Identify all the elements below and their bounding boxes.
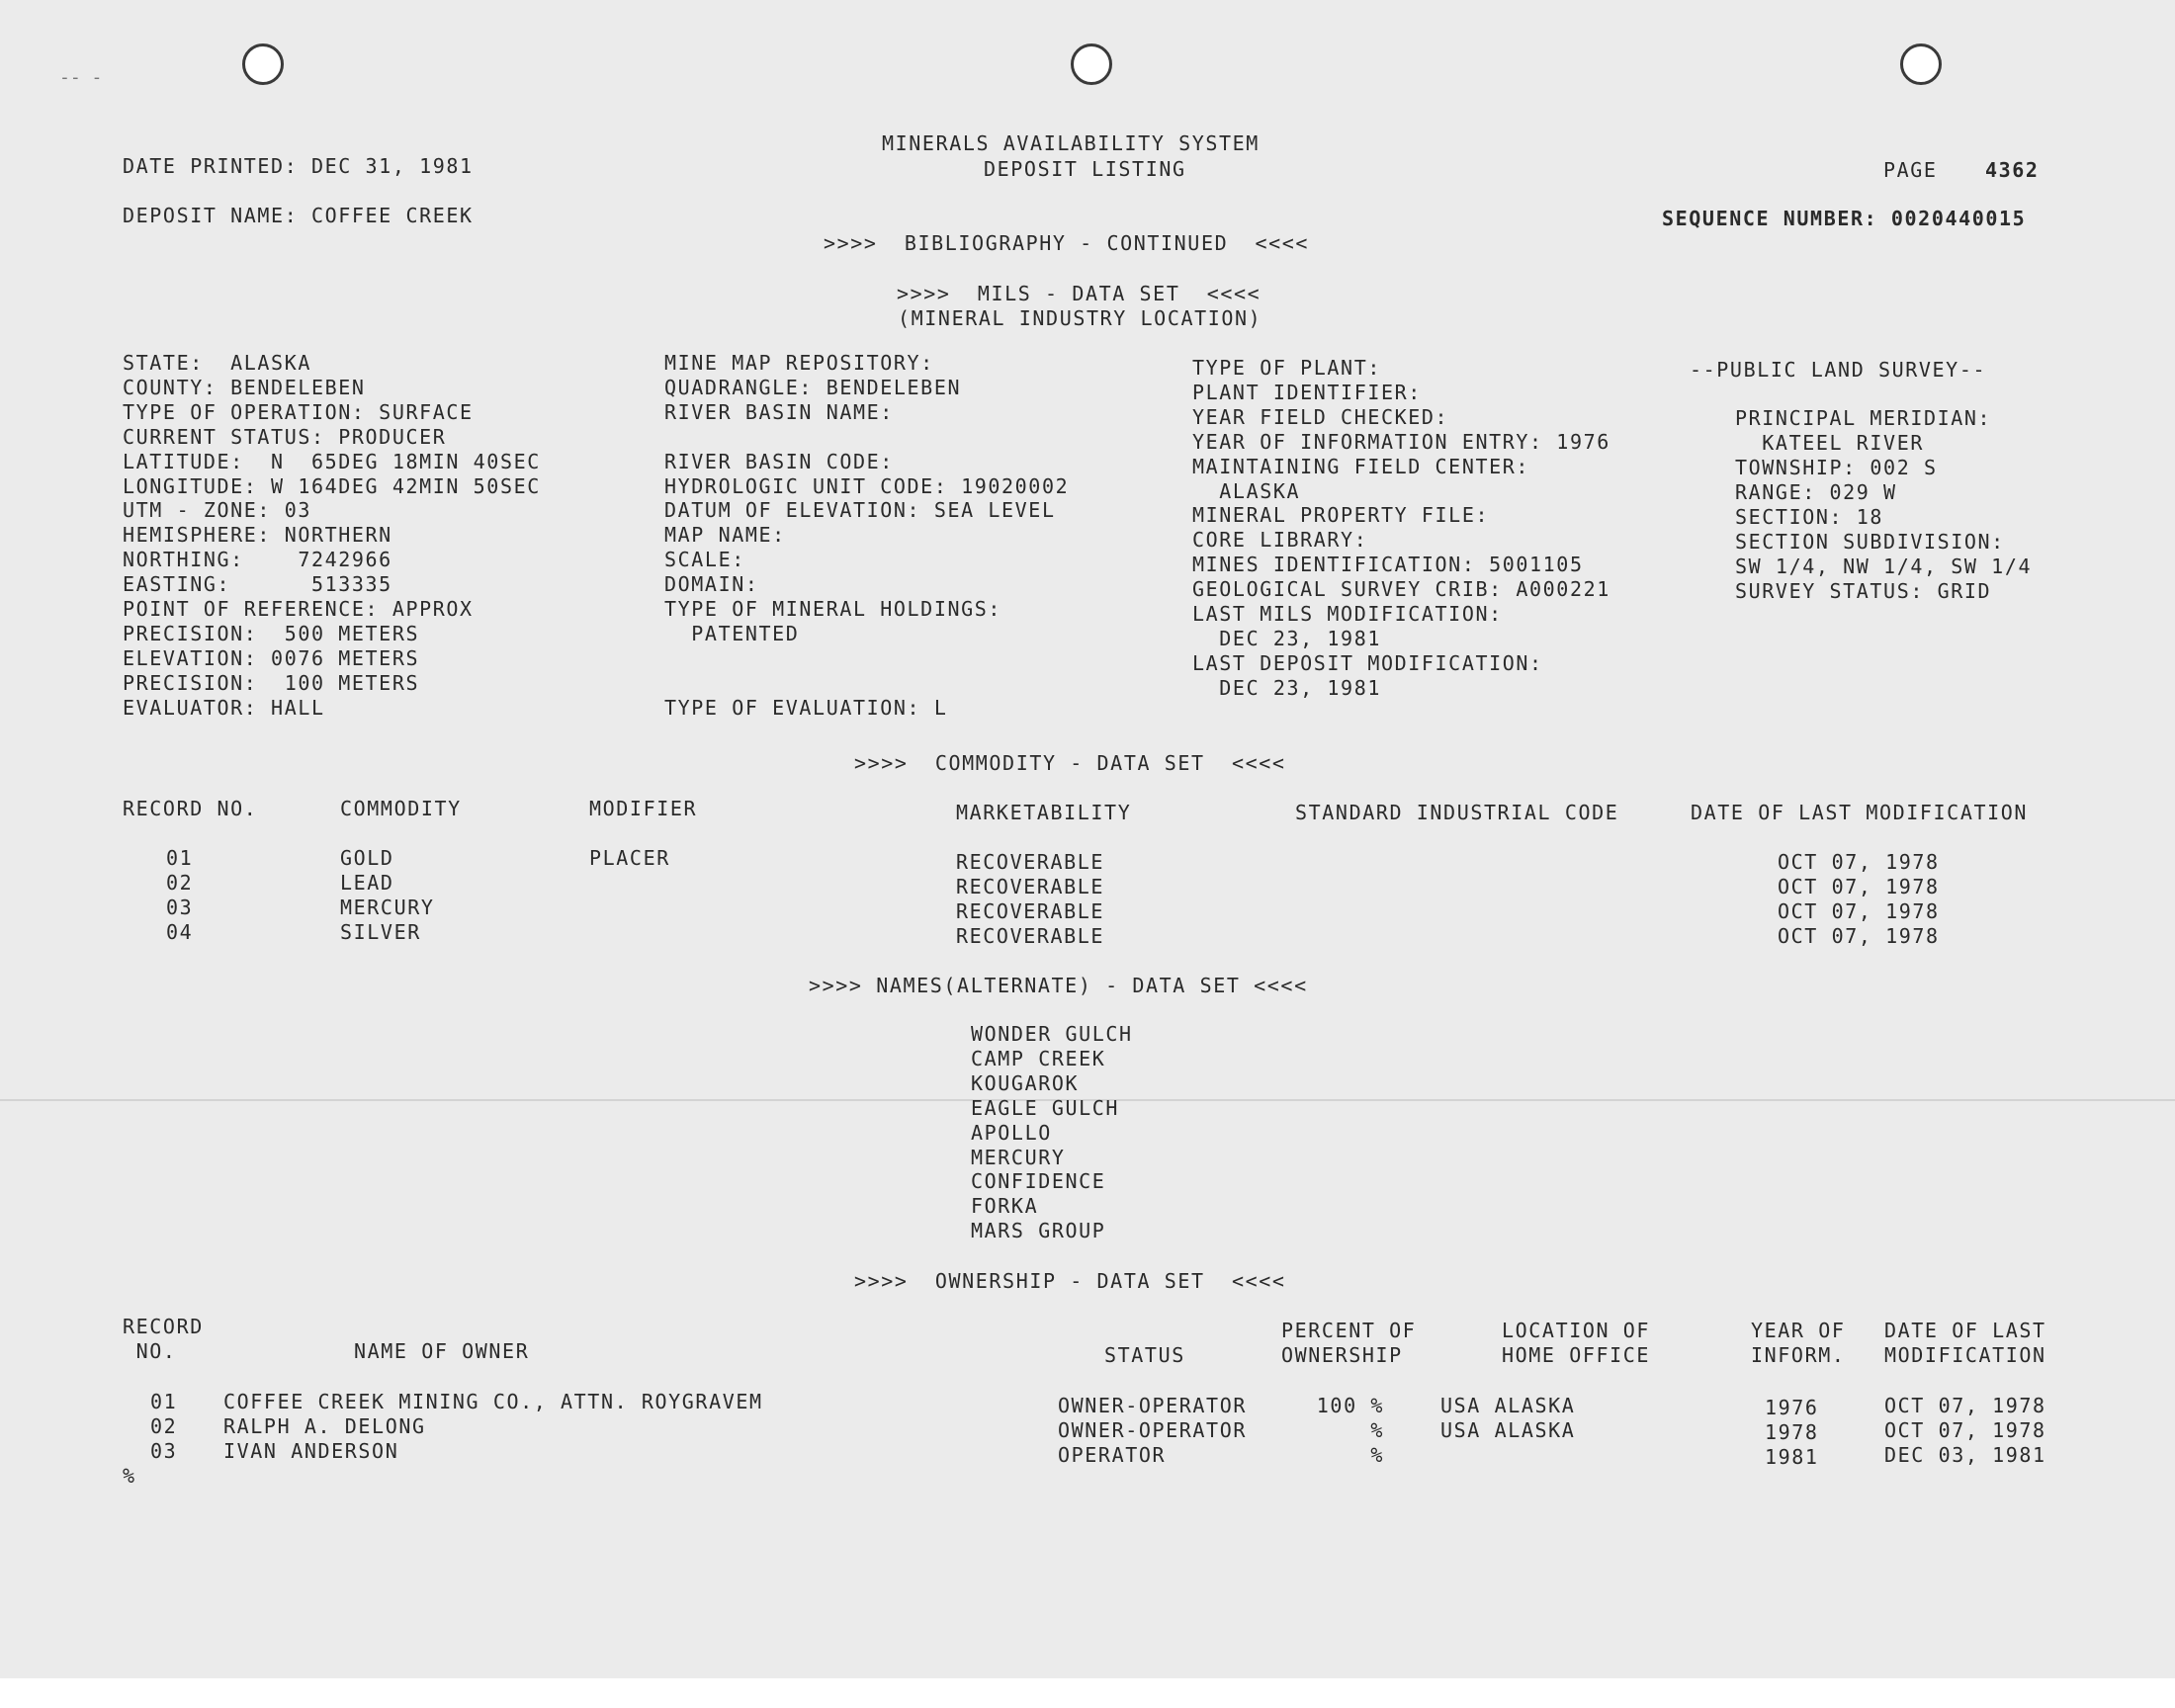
commodity-header-modifier: MODIFIER: [589, 797, 698, 820]
commodity-date: OCT 07, 1978: [1778, 850, 1940, 874]
punch-hole-right: [1900, 43, 1942, 85]
ownership-owner-name: COFFEE CREEK MINING CO., ATTN. ROYGRAVEM: [223, 1390, 763, 1413]
scan-mark: -- -: [59, 67, 103, 88]
mils-field-right-3: YEAR FIELD CHECKED:: [1192, 404, 1449, 429]
ownership-year: 1978: [1765, 1420, 1819, 1444]
ownership-location: USA ALASKA: [1440, 1418, 1576, 1442]
commodity-commodity: MERCURY: [340, 896, 435, 919]
mils-field-center-10: DOMAIN:: [664, 572, 759, 597]
commodity-record-no: 04: [166, 920, 194, 944]
mils-field-right-4: YEAR OF INFORMATION ENTRY: 1976: [1192, 429, 1610, 454]
mils-field-right-13: LAST DEPOSIT MODIFICATION:: [1192, 650, 1543, 675]
section-mils: >>>> MILS - DATA SET <<<<: [897, 282, 1262, 305]
mils-field-center-7: DATUM OF ELEVATION: SEA LEVEL: [664, 498, 1056, 523]
punch-hole-center: [1071, 43, 1112, 85]
ownership-percent: %: [1370, 1443, 1384, 1467]
ownership-header-record: RECORD: [123, 1315, 204, 1338]
commodity-commodity: SILVER: [340, 920, 421, 944]
commodity-header-date: DATE OF LAST MODIFICATION: [1691, 801, 2029, 824]
page-label: PAGE: [1883, 158, 1938, 182]
section-ownership: >>>> OWNERSHIP - DATA SET <<<<: [854, 1269, 1286, 1293]
ownership-owner-name: RALPH A. DELONG: [223, 1414, 426, 1438]
mils-field-right-10: GEOLOGICAL SURVEY CRIB: A000221: [1192, 577, 1610, 602]
commodity-marketability: RECOVERABLE: [956, 850, 1105, 874]
commodity-header-record: RECORD NO.: [123, 797, 258, 820]
ownership-header-year-2: INFORM.: [1751, 1343, 1846, 1367]
mils-field-right-14: DEC 23, 1981: [1192, 675, 1381, 700]
mils-field-left-13: ELEVATION: 0076 METERS: [123, 645, 420, 670]
mils-field-center-6: HYDROLOGIC UNIT CODE: 19020002: [664, 473, 1070, 498]
ownership-percent: 100 %: [1316, 1394, 1384, 1417]
ownership-header-status: STATUS: [1104, 1343, 1185, 1367]
listing-title: DEPOSIT LISTING: [984, 157, 1186, 181]
ownership-header-date-2: MODIFICATION: [1884, 1343, 2046, 1367]
land-survey-field-6: SECTION SUBDIVISION:: [1735, 530, 2005, 554]
mils-field-center-8: MAP NAME:: [664, 523, 786, 548]
mils-field-left-6: LONGITUDE: W 164DEG 42MIN 50SEC: [123, 473, 541, 498]
land-survey-field-4: RANGE: 029 W: [1735, 480, 1897, 504]
mils-field-left-1: STATE: ALASKA: [123, 351, 311, 375]
ownership-header-no: NO.: [123, 1339, 177, 1363]
commodity-commodity: GOLD: [340, 846, 394, 870]
commodity-record-no: 03: [166, 896, 194, 919]
mils-field-left-2: COUNTY: BENDELEBEN: [123, 375, 366, 399]
commodity-modifier: PLACER: [589, 846, 670, 870]
alternate-name-1: WONDER GULCH: [971, 1022, 1133, 1046]
punch-hole-left: [242, 43, 284, 85]
ownership-header-percent-1: PERCENT OF: [1281, 1319, 1417, 1342]
alternate-name-4: EAGLE GULCH: [971, 1095, 1120, 1120]
end-mark: %: [123, 1464, 136, 1488]
ownership-date: OCT 07, 1978: [1884, 1418, 2046, 1442]
land-survey-field-8: SURVEY STATUS: GRID: [1735, 579, 1992, 603]
alternate-name-5: APOLLO: [971, 1120, 1052, 1145]
mils-field-left-4: CURRENT STATUS: PRODUCER: [123, 424, 447, 449]
mils-field-right-9: MINES IDENTIFICATION: 5001105: [1192, 553, 1584, 577]
ownership-header-year-1: YEAR OF: [1751, 1319, 1846, 1342]
land-survey-field-1: PRINCIPAL MERIDIAN:: [1735, 406, 1992, 430]
ownership-owner-name: IVAN ANDERSON: [223, 1439, 399, 1463]
commodity-header-marketability: MARKETABILITY: [956, 801, 1132, 824]
alternate-name-8: FORKA: [971, 1194, 1039, 1219]
alternate-name-9: MARS GROUP: [971, 1219, 1106, 1243]
land-survey-field-3: TOWNSHIP: 002 S: [1735, 456, 1938, 479]
commodity-header-commodity: COMMODITY: [340, 797, 462, 820]
commodity-record-no: 02: [166, 871, 194, 895]
mils-field-right-7: MINERAL PROPERTY FILE:: [1192, 503, 1490, 528]
commodity-date: OCT 07, 1978: [1778, 875, 1940, 898]
mils-field-left-7: UTM - ZONE: 03: [123, 498, 311, 523]
ownership-header-location-2: HOME OFFICE: [1502, 1343, 1651, 1367]
mils-field-center-11: TYPE OF MINERAL HOLDINGS:: [664, 597, 1002, 621]
deposit-name: DEPOSIT NAME: COFFEE CREEK: [123, 204, 474, 227]
section-bibliography: >>>> BIBLIOGRAPHY - CONTINUED <<<<: [824, 231, 1310, 255]
mils-field-right-11: LAST MILS MODIFICATION:: [1192, 602, 1503, 626]
ownership-header-name: NAME OF OWNER: [354, 1339, 530, 1363]
commodity-marketability: RECOVERABLE: [956, 875, 1105, 898]
section-commodity: >>>> COMMODITY - DATA SET <<<<: [854, 751, 1286, 775]
ownership-year: 1976: [1765, 1396, 1819, 1419]
ownership-year: 1981: [1765, 1445, 1819, 1469]
commodity-header-sic: STANDARD INDUSTRIAL CODE: [1295, 801, 1619, 824]
public-land-survey-title: --PUBLIC LAND SURVEY--: [1690, 358, 1987, 382]
mils-field-left-11: POINT OF REFERENCE: APPROX: [123, 597, 474, 621]
system-title: MINERALS AVAILABILITY SYSTEM: [882, 131, 1260, 155]
mils-field-left-3: TYPE OF OPERATION: SURFACE: [123, 399, 474, 424]
mils-field-center-15: TYPE OF EVALUATION: L: [664, 695, 948, 720]
section-names: >>>> NAMES(ALTERNATE) - DATA SET <<<<: [809, 974, 1308, 997]
ownership-header-location-1: LOCATION OF: [1502, 1319, 1651, 1342]
sequence-number: SEQUENCE NUMBER: 0020440015: [1662, 207, 2027, 230]
alternate-name-3: KOUGAROK: [971, 1070, 1080, 1095]
ownership-status: OWNER-OPERATOR: [1058, 1394, 1247, 1417]
mils-field-left-12: PRECISION: 500 METERS: [123, 621, 420, 645]
page-number: 4362: [1985, 158, 2040, 182]
ownership-status: OWNER-OPERATOR: [1058, 1418, 1247, 1442]
mils-field-left-8: HEMISPHERE: NORTHERN: [123, 523, 392, 548]
mils-field-center-3: RIVER BASIN NAME:: [664, 399, 894, 424]
mils-field-right-8: CORE LIBRARY:: [1192, 528, 1368, 553]
ownership-record-no: 01: [150, 1390, 178, 1413]
mils-field-right-6: ALASKA: [1192, 478, 1301, 503]
commodity-date: OCT 07, 1978: [1778, 924, 1940, 948]
ownership-record-no: 02: [150, 1414, 178, 1438]
mils-field-center-12: PATENTED: [664, 621, 800, 645]
ownership-location: USA ALASKA: [1440, 1394, 1576, 1417]
mils-field-right-5: MAINTAINING FIELD CENTER:: [1192, 454, 1530, 478]
commodity-commodity: LEAD: [340, 871, 394, 895]
mils-field-right-12: DEC 23, 1981: [1192, 626, 1381, 650]
mils-field-left-5: LATITUDE: N 65DEG 18MIN 40SEC: [123, 449, 541, 473]
section-mils-subtitle: (MINERAL INDUSTRY LOCATION): [898, 306, 1262, 330]
mils-field-right-2: PLANT IDENTIFIER:: [1192, 380, 1422, 404]
mils-field-left-15: EVALUATOR: HALL: [123, 695, 325, 720]
ownership-percent: %: [1370, 1418, 1384, 1442]
land-survey-field-7: SW 1/4, NW 1/4, SW 1/4: [1735, 555, 2033, 578]
mils-field-right-1: TYPE OF PLANT:: [1192, 356, 1381, 380]
commodity-marketability: RECOVERABLE: [956, 899, 1105, 923]
commodity-date: OCT 07, 1978: [1778, 899, 1940, 923]
mils-field-center-9: SCALE:: [664, 548, 745, 572]
mils-field-center-5: RIVER BASIN CODE:: [664, 449, 894, 473]
commodity-record-no: 01: [166, 846, 194, 870]
land-survey-field-5: SECTION: 18: [1735, 505, 1884, 529]
ownership-status: OPERATOR: [1058, 1443, 1167, 1467]
ownership-date: OCT 07, 1978: [1884, 1394, 2046, 1417]
alternate-name-7: CONFIDENCE: [971, 1169, 1106, 1194]
mils-field-center-1: MINE MAP REPOSITORY:: [664, 351, 934, 375]
commodity-marketability: RECOVERABLE: [956, 924, 1105, 948]
mils-field-left-14: PRECISION: 100 METERS: [123, 670, 420, 695]
ownership-header-date-1: DATE OF LAST: [1884, 1319, 2046, 1342]
mils-field-left-9: NORTHING: 7242966: [123, 548, 392, 572]
land-survey-field-2: KATEEL RIVER: [1735, 431, 1924, 455]
ownership-record-no: 03: [150, 1439, 178, 1463]
mils-field-left-10: EASTING: 513335: [123, 572, 392, 597]
mils-field-center-2: QUADRANGLE: BENDELEBEN: [664, 375, 962, 399]
date-printed: DATE PRINTED: DEC 31, 1981: [123, 154, 474, 178]
ownership-header-percent-2: OWNERSHIP: [1281, 1343, 1403, 1367]
ownership-date: DEC 03, 1981: [1884, 1443, 2046, 1467]
alternate-name-2: CAMP CREEK: [971, 1046, 1106, 1070]
alternate-name-6: MERCURY: [971, 1145, 1066, 1169]
